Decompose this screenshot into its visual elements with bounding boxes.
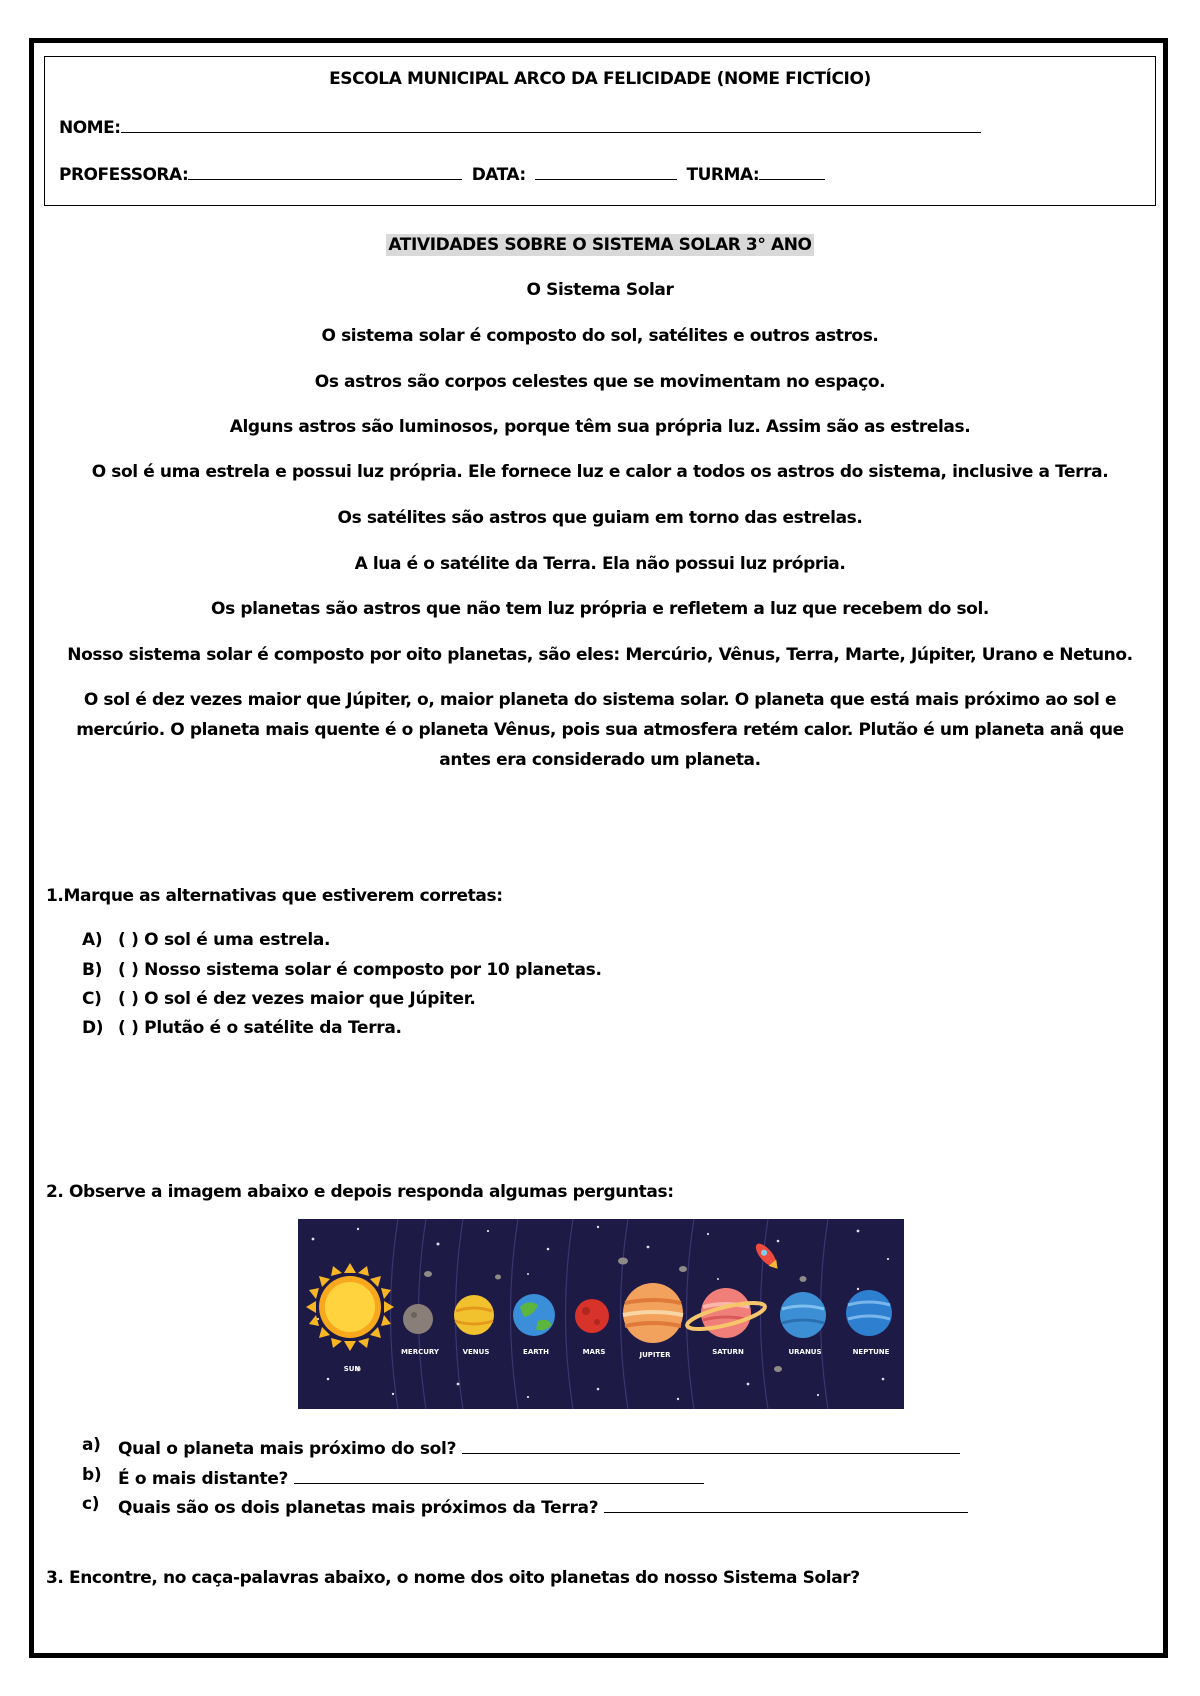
option-letter: D): [82, 1018, 104, 1038]
class-blank[interactable]: [759, 161, 825, 180]
activity-title-row: [44, 235, 1156, 255]
option-text: ( ) Plutão é o satélite da Terra.: [118, 1018, 402, 1038]
text-line: Os planetas são astros que não tem luz própria e refletem a luz que recebem do sol.: [211, 599, 989, 619]
venus-label: VENUS: [462, 1348, 490, 1356]
option-letter: A): [82, 930, 103, 950]
name-row: [59, 114, 981, 138]
teacher-row: [59, 161, 825, 185]
option-text: ( ) Nosso sistema solar é composto por 10 planetas.: [118, 960, 602, 980]
sub-question-text: Quais são os dois planetas mais próximos da Terra?: [118, 1494, 968, 1518]
text-line: A lua é o satélite da Terra. Ela não possui luz própria.: [354, 554, 846, 574]
sub-question-letter: a): [82, 1435, 101, 1455]
text-line: O sistema solar é composto do sol, satélites e outros astros.: [321, 326, 879, 346]
earth-label: EARTH: [523, 1348, 549, 1356]
text-line: Alguns astros são luminosos, porque têm sua própria luz. Assim são as estrelas.: [229, 417, 971, 437]
sub-question-letter: c): [82, 1494, 100, 1514]
section-title: O Sistema Solar: [526, 280, 674, 300]
question2-prompt: 2. Observe a imagem abaixo e depois responda algumas perguntas:: [46, 1182, 674, 1202]
saturn-label: SATURN: [712, 1348, 744, 1356]
answer-blank-c[interactable]: [604, 1494, 968, 1513]
name-blank[interactable]: [121, 114, 981, 133]
option-letter: C): [82, 989, 102, 1009]
date-blank[interactable]: [535, 161, 677, 180]
school-name: ESCOLA MUNICIPAL ARCO DA FELICIDADE (NOME FICTÍCIO): [329, 69, 871, 89]
teacher-label: PROFESSORA:: [59, 165, 189, 185]
option-text: ( ) O sol é uma estrela.: [118, 930, 331, 950]
question1-prompt: 1.Marque as alternativas que estiverem corretas:: [46, 886, 503, 906]
mars-label: MARS: [582, 1348, 606, 1356]
text-line: Nosso sistema solar é composto por oito planetas, são eles: Mercúrio, Vênus, Terra, Marte, Júpiter, Urano e Netuno.: [67, 645, 1133, 665]
answer-blank-a[interactable]: [462, 1435, 960, 1454]
sub-question-letter: b): [82, 1465, 102, 1485]
name-label: NOME:: [59, 118, 121, 138]
option-text: ( ) O sol é dez vezes maior que Júpiter.: [118, 989, 476, 1009]
jupiter-label: JUPITER: [639, 1351, 671, 1359]
sun-label: SUN: [343, 1365, 361, 1373]
text-line: Os astros são corpos celestes que se movimentam no espaço.: [314, 372, 886, 392]
text-line: Os satélites são astros que guiam em torno das estrelas.: [337, 508, 863, 528]
date-label: DATA:: [471, 165, 526, 185]
activity-title: ATIVIDADES SOBRE O SISTEMA SOLAR 3° ANO: [388, 235, 812, 255]
mercury-label: MERCURY: [400, 1348, 440, 1356]
long-paragraph: O sol é dez vezes maior que Júpiter, o, maior planeta do sistema solar. O planeta que está mais próximo ao sol e mercúrio. O planeta mais quente é o planeta Vênus, pois sua atmosfera retém calor. Plutão é um planeta anã que antes era considerado um planeta.: [76, 690, 1124, 770]
sub-question-text: Qual o planeta mais próximo do sol?: [118, 1435, 960, 1459]
teacher-blank[interactable]: [188, 161, 462, 180]
sub-question-text: É o mais distante?: [118, 1465, 704, 1489]
solar-system-illustration: [298, 1219, 904, 1409]
uranus-label: URANUS: [788, 1348, 822, 1356]
solar-system-image: [298, 1219, 904, 1409]
class-label: TURMA:: [686, 165, 760, 185]
option-letter: B): [82, 960, 103, 980]
text-line: O sol é uma estrela e possui luz própria. Ele fornece luz e calor a todos os astros do sistema, inclusive a Terra.: [91, 462, 1109, 482]
neptune-label: NEPTUNE: [852, 1348, 890, 1356]
question3-prompt: 3. Encontre, no caça-palavras abaixo, o nome dos oito planetas do nosso Sistema Solar?: [46, 1568, 860, 1588]
answer-blank-b[interactable]: [294, 1465, 704, 1484]
